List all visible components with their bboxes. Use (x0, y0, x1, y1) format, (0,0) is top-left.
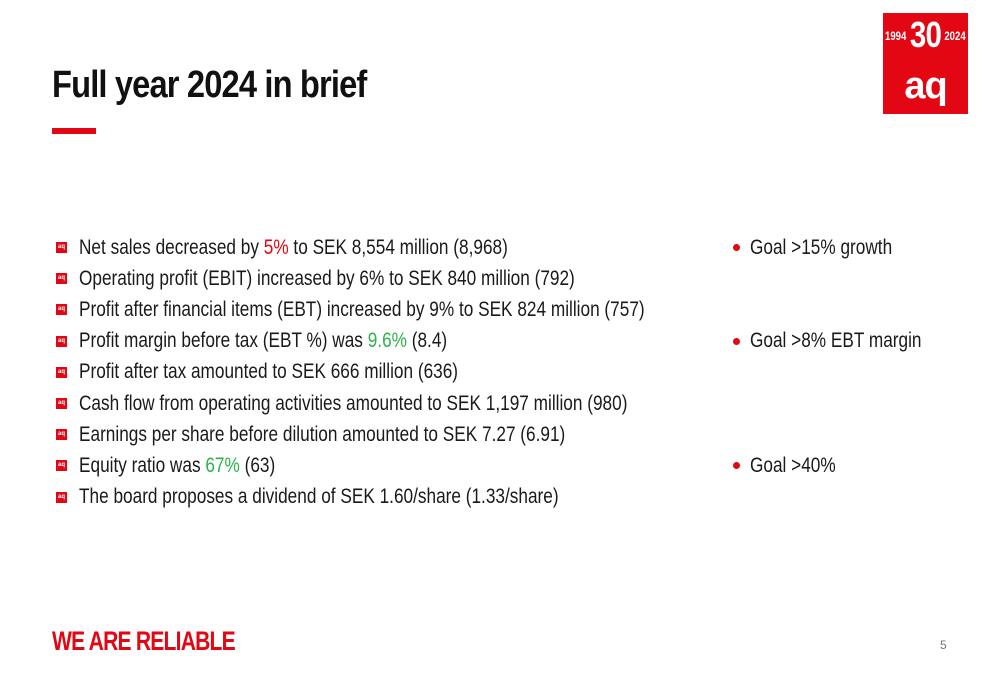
bullet-text (79, 360, 458, 384)
bullet-text-part: Profit margin before tax (EBT %) was (79, 329, 368, 353)
aq-bullet-icon: aq (56, 273, 67, 284)
goal-text: Goal >40% (750, 453, 836, 477)
bullet-dot-icon (733, 244, 740, 251)
bullet-text-part: Profit after financial items (EBT) increased by 9% to SEK 824 million (757) (79, 297, 645, 321)
aq-bullet-icon: aq (56, 429, 67, 440)
aq-bullet-icon: aq (56, 242, 67, 253)
bullet-dot-icon (733, 338, 740, 345)
list-item (56, 450, 769, 481)
bullet-text (79, 298, 645, 322)
highlights-list (56, 232, 769, 513)
logo-year-start: 1994 (885, 29, 907, 43)
list-item (56, 232, 769, 263)
goal-ebt-margin (733, 326, 959, 357)
aq-30-years-logo (883, 13, 968, 114)
bullet-text-part: Equity ratio was (79, 453, 206, 477)
bullet-text (79, 454, 275, 478)
bullet-text-part: The board proposes a dividend of SEK 1.60/share (1.33/share) (79, 485, 559, 509)
bullet-text (79, 485, 559, 509)
bullet-highlight: 9.6% (367, 329, 407, 353)
list-item (56, 419, 769, 450)
aq-bullet-icon: aq (56, 492, 67, 503)
bullet-text-part: Profit after tax amounted to SEK 666 million (636) (79, 360, 459, 384)
bullet-text (79, 236, 508, 260)
list-item (56, 326, 769, 357)
list-item (56, 263, 769, 294)
bullet-text-part: to SEK 8,554 million (8,968) (288, 235, 508, 259)
goal-growth (733, 232, 923, 263)
list-item (56, 388, 769, 419)
list-item (56, 294, 769, 325)
bullet-highlight: 67% (205, 453, 240, 477)
bullet-text (79, 329, 447, 353)
list-item (56, 357, 769, 388)
bullet-text-part: Net sales decreased by (79, 235, 264, 259)
goal-equity-ratio (733, 450, 855, 481)
aq-bullet-icon: aq (56, 460, 67, 471)
title-underline (52, 128, 96, 134)
goals-column (733, 232, 973, 512)
bullet-dot-icon (733, 462, 740, 469)
page-number: 5 (940, 638, 947, 652)
bullet-text-part: Earnings per share before dilution amounted to SEK 7.27 (6.91) (79, 422, 566, 446)
aq-bullet-icon: aq (56, 398, 67, 409)
list-item (56, 482, 769, 513)
bullet-text-part: (8.4) (406, 329, 448, 353)
goal-text: Goal >15% growth (750, 235, 893, 259)
bullet-text-part: (63) (239, 453, 276, 477)
logo-anniversary-number: 30 (909, 14, 942, 55)
bullet-text-part: Operating profit (EBIT) increased by 6% to SEK 840 million (792) (79, 266, 575, 290)
slide-title: Full year 2024 in brief (52, 64, 367, 106)
bullet-text (79, 392, 627, 416)
goal-text: Goal >8% EBT margin (750, 329, 922, 353)
logo-mark: aq (904, 65, 947, 107)
logo-year-end: 2024 (944, 29, 966, 43)
aq-bullet-icon: aq (56, 367, 67, 378)
aq-bullet-icon: aq (56, 304, 67, 315)
bullet-text-part: Cash flow from operating activities amounted to SEK 1,197 million (980) (79, 391, 628, 415)
bullet-text (79, 267, 575, 291)
footer-slogan: WE ARE RELIABLE (52, 626, 235, 656)
bullet-highlight: 5% (263, 235, 289, 259)
aq-bullet-icon: aq (56, 336, 67, 347)
bullet-text (79, 423, 565, 447)
